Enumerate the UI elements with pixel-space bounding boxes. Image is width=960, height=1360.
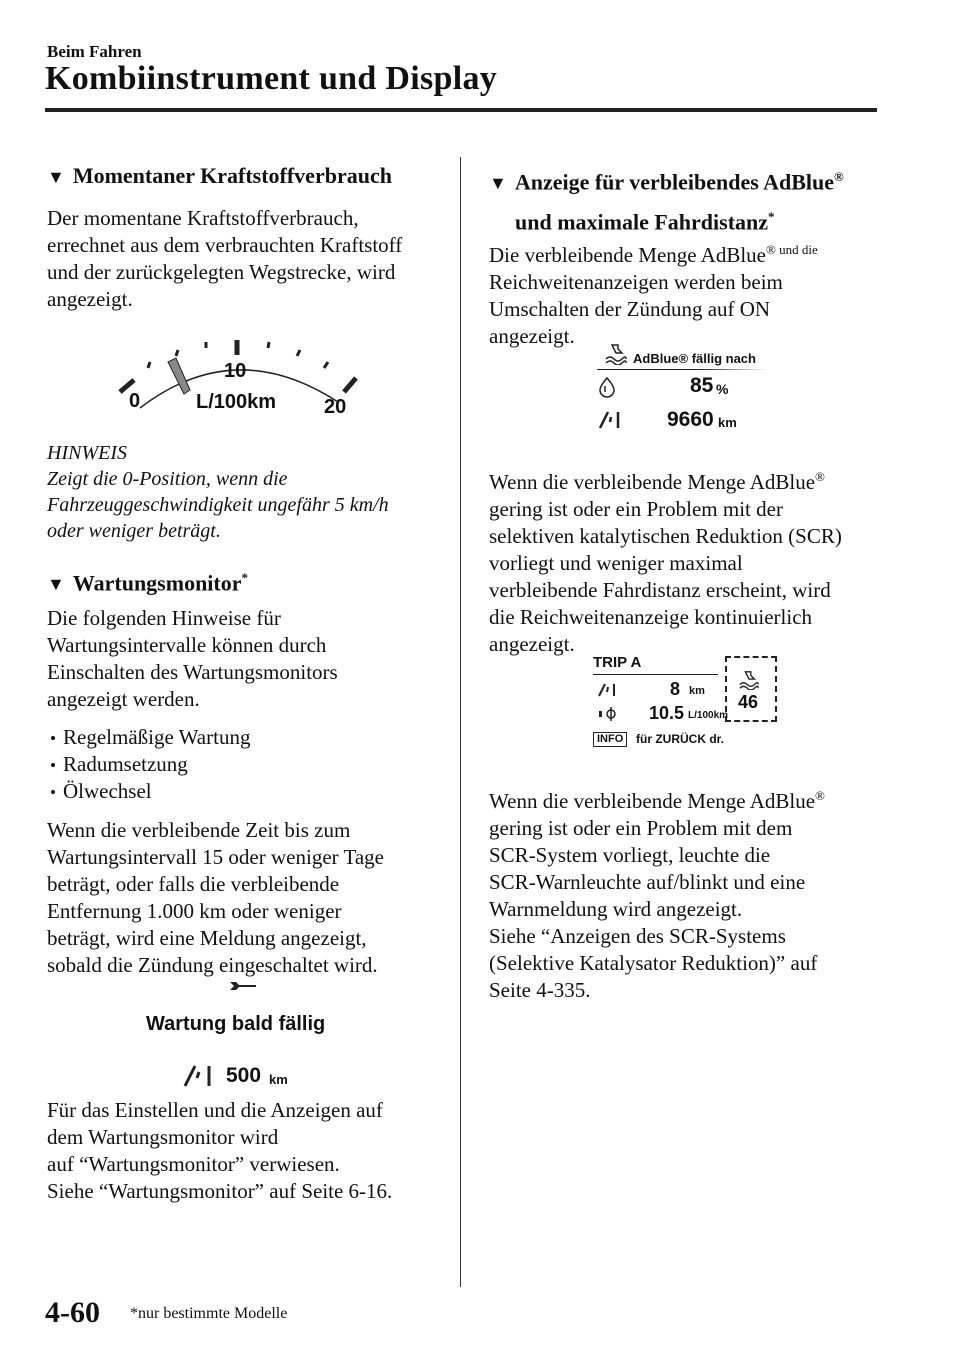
adblue-heading: ▼ Anzeige für verbleibendes AdBlue® und maximale Fahrdistanz* <box>489 169 844 235</box>
fuel-note: HINWEIS Zeigt die 0-Position, wenn die Fahrzeuggeschwindigkeit ungefähr 5 km/h oder weniger beträgt. <box>47 442 389 542</box>
triangle-bullet-icon: ▼ <box>47 574 65 595</box>
distance-road-icon <box>183 1064 213 1088</box>
trip-label: TRIP A <box>593 654 642 671</box>
adblue-percent: 85 <box>690 374 714 397</box>
gauge-mid: 10 <box>224 360 247 382</box>
maintenance-list <box>47 724 250 805</box>
bullet-dot-icon <box>51 736 55 740</box>
list-item: Ölwechsel <box>47 778 250 805</box>
trip-distance-unit: km <box>689 685 705 697</box>
adblue-body2: Wenn die verbleibende Menge AdBlue® gering ist oder ein Problem mit der selektiven katalytischen Reduktion (SCR) vorliegt und weniger maximal verbleibende Fahrdistanz erscheint, wird die Reichweitenanzeige kontinuierlich angezeigt. <box>489 469 842 656</box>
adblue-distance: 9660 <box>667 408 714 431</box>
adblue-body3: Wenn die verbleibende Menge AdBlue® gering ist oder ein Problem mit dem SCR-System vorliegt, leuchte die SCR-Warnleuchte auf/blinkt und eine Warnmeldung wird angezeigt. Siehe “Anzeigen des SCR-Systems (Selektive Katalysator Reduktion)” auf Seite 4-335. <box>489 788 825 1002</box>
wrench-icon <box>228 978 258 994</box>
trip-consumption-unit: L/100km <box>688 710 729 721</box>
chapter-title: Kombiinstrument und Display <box>45 60 498 97</box>
trip-distance: 8 <box>670 679 681 699</box>
page-number: 4-60 <box>45 1296 100 1329</box>
tank-drop-icon <box>597 376 617 398</box>
footnote: *nur bestimmte Modelle <box>130 1305 288 1322</box>
info-text: für ZURÜCK dr. <box>636 732 724 746</box>
column-divider <box>460 157 461 1287</box>
adblue-title: AdBlue® fällig nach <box>633 351 756 366</box>
distance-road-icon <box>597 682 617 698</box>
maintenance-body2: Wenn die verbleibende Zeit bis zum Wartungsintervall 15 oder weniger Tage beträgt, oder falls die verbleibende Entfernung 1.000 km oder weniger beträgt, wird eine Meldung angezeigt, sobald die Zündung eingeschaltet wird. <box>47 818 385 977</box>
adblue-remaining: 46 <box>738 692 759 712</box>
list-item: Radumsetzung <box>47 751 250 778</box>
gauge-max: 20 <box>324 396 347 418</box>
trip-consumption: 10.5 <box>649 703 685 723</box>
gauge-unit: L/100km <box>196 391 277 413</box>
adblue-percent-unit: % <box>716 381 729 397</box>
adblue-icon <box>604 343 628 365</box>
maintenance-message: Wartung bald fällig <box>146 1013 326 1035</box>
fuel-heading: ▼ Momentaner Kraftstoffverbrauch <box>47 163 392 188</box>
maintenance-heading: ▼ Wartungsmonitor* <box>47 570 249 596</box>
fuel-consumption-icon <box>598 706 618 722</box>
maintenance-unit: km <box>269 1072 288 1087</box>
trip-rule <box>593 674 718 675</box>
distance-road-icon <box>598 410 622 430</box>
triangle-bullet-icon: ▼ <box>47 167 65 187</box>
gauge-min: 0 <box>129 390 141 412</box>
list-item: Regelmäßige Wartung <box>47 724 250 751</box>
adblue-distance-unit: km <box>718 415 737 430</box>
maintenance-body: Die folgenden Hinweise für Wartungsintervalle können durch Einschalten des Wartungsmonitors angezeigt werden. <box>47 606 338 711</box>
adblue-body: Die verbleibende Menge AdBlue$^{® und die}$ Reichweitenanzeigen werden beim Umschalten der Zündung auf ON angezeigt. <box>489 242 818 348</box>
adblue-title-rule <box>597 369 767 370</box>
section-title: Beim Fahren <box>47 42 142 61</box>
adblue-icon <box>738 670 760 690</box>
bullet-dot-icon <box>51 790 55 794</box>
bullet-dot-icon <box>51 763 55 767</box>
fuel-body: Der momentane Kraftstoffverbrauch, errechnet aus dem verbrauchten Kraftstoff und der zurückgelegten Wegstrecke, wird angezeigt. <box>47 206 403 311</box>
header-rule <box>45 108 877 112</box>
info-button: INFO <box>593 732 627 747</box>
maintenance-value: 500 <box>226 1064 262 1087</box>
maintenance-body3: Für das Einstellen und die Anzeigen auf dem Wartungsmonitor wird auf “Wartungsmonitor” verwiesen. Siehe “Wartungsmonitor” auf Seite 6-16. <box>47 1098 393 1203</box>
triangle-bullet-icon: ▼ <box>489 173 507 194</box>
